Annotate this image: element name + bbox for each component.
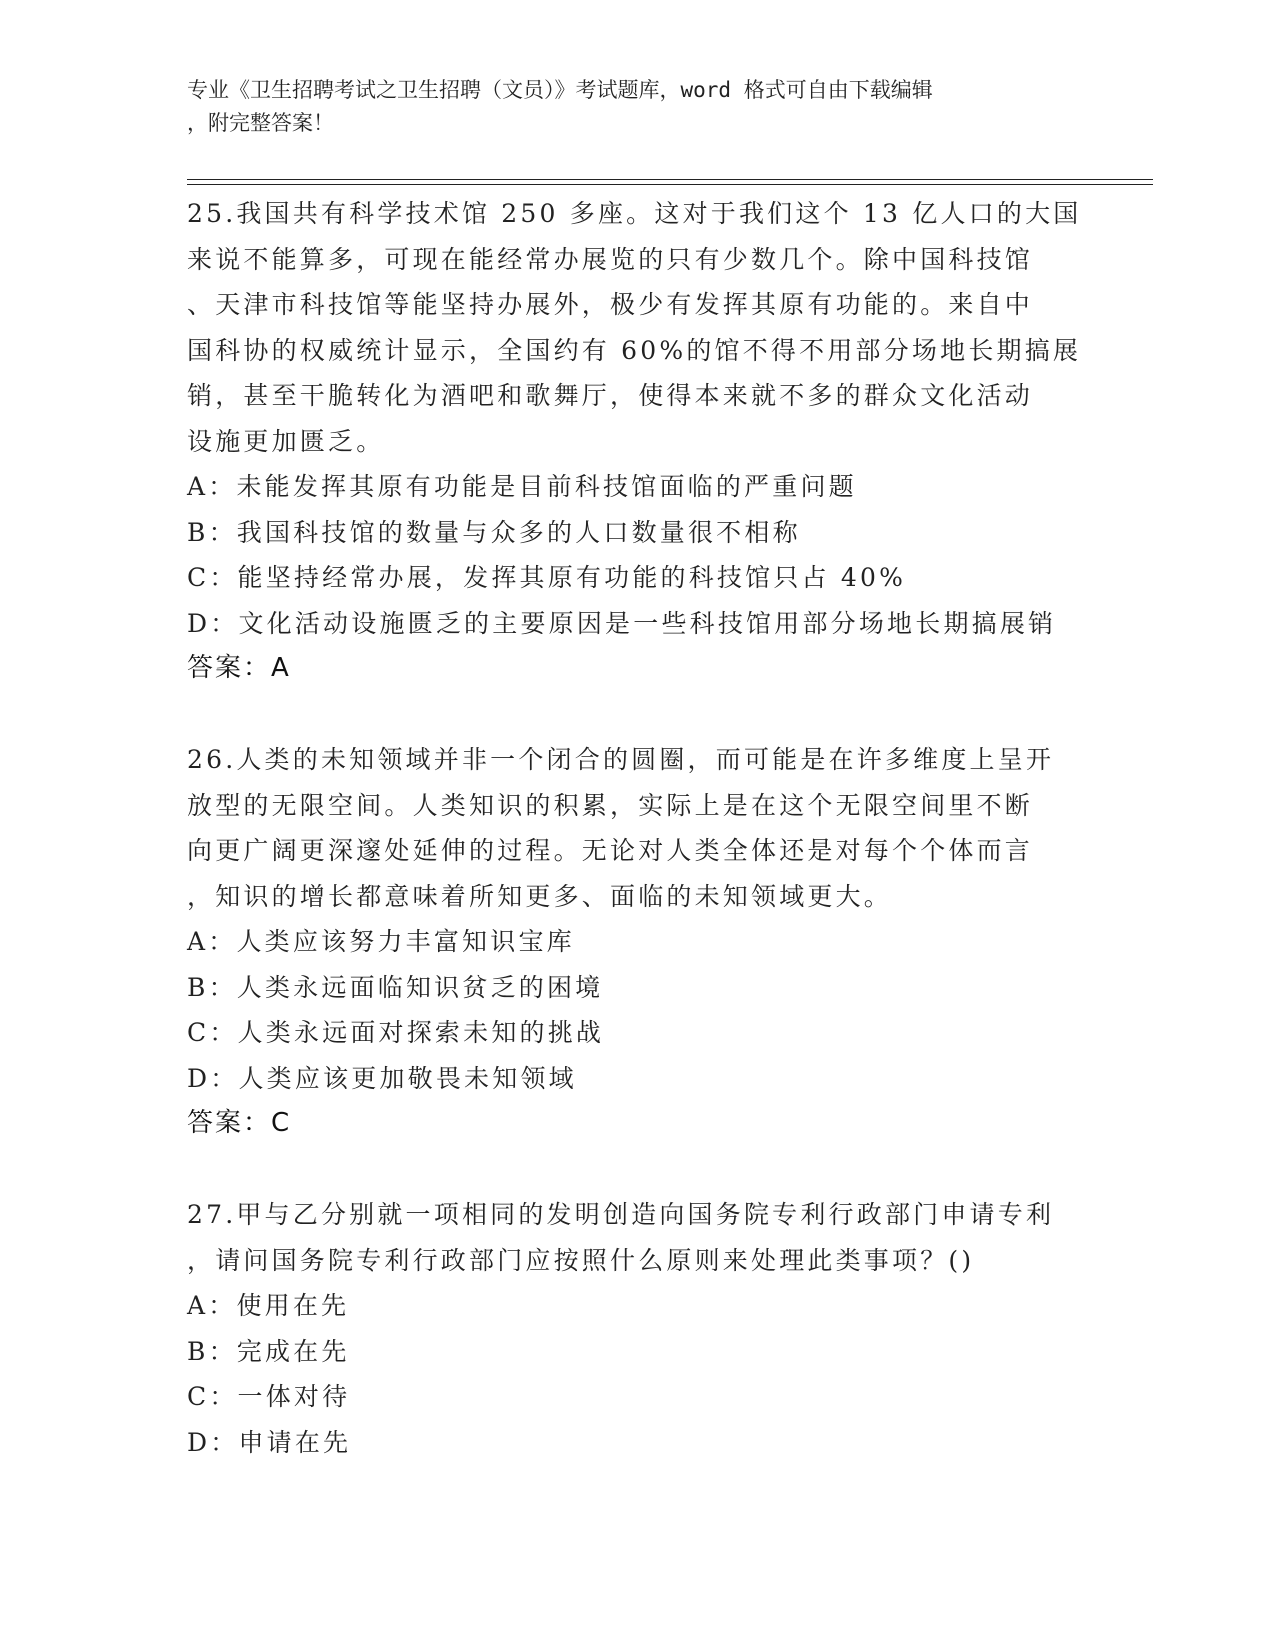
question-list	[187, 191, 1087, 1465]
question-text-line: 26.人类的未知领域并非一个闭合的圆圈，而可能是在许多维度上呈开	[187, 745, 1055, 774]
header-line-2: ，附完整答案！	[187, 111, 334, 135]
question-text-line: 向更广阔更深邃处延伸的过程。无论对人类全体还是对每个个体而言	[187, 836, 1034, 865]
option-d: D：申请在先	[187, 1427, 352, 1457]
header-line-1: 专业《卫生招聘考试之卫生招聘（文员）》考试题库，word 格式可自由下载编辑	[187, 78, 933, 102]
question-text-line: 25.我国共有科学技术馆 250 多座。这对于我们这个 13 亿人口的大国	[187, 199, 1082, 228]
question-text-line: 设施更加匮乏。	[187, 426, 385, 456]
document-header	[187, 74, 1087, 140]
question-text-line: 销，甚至干脆转化为酒吧和歌舞厅，使得本来就不多的群众文化活动	[187, 381, 1034, 410]
question-text-line: 国科协的权威统计显示，全国约有 60%的馆不得不用部分场地长期搞展	[187, 335, 1082, 365]
answer-label: 答案：A	[187, 653, 291, 683]
question-text-line: 放型的无限空间。人类知识的积累，实际上是在这个无限空间里不断	[187, 790, 1034, 820]
question-text-line: 来说不能算多，可现在能经常办展览的只有少数几个。除中国科技馆	[187, 244, 1034, 274]
answer-label: 答案：C	[187, 1108, 292, 1138]
option-d: D：文化活动设施匮乏的主要原因是一些科技馆用部分场地长期搞展销	[187, 608, 1057, 638]
question-spacer	[187, 1147, 1087, 1193]
option-b: B：完成在先	[187, 1336, 350, 1366]
option-b: B：人类永远面临知识贫乏的困境	[187, 972, 604, 1002]
option-b: B：我国科技馆的数量与众多的人口数量很不相称	[187, 517, 801, 547]
option-c: C：人类永远面对探索未知的挑战	[187, 1018, 605, 1047]
option-a: A：使用在先	[187, 1291, 350, 1320]
question-text-line: 27.甲与乙分别就一项相同的发明创造向国务院专利行政部门申请专利	[187, 1200, 1055, 1229]
option-c: C：能坚持经常办展，发挥其原有功能的科技馆只占 40%	[187, 563, 907, 592]
question-25	[187, 191, 1087, 692]
option-a: A：人类应该努力丰富知识宝库	[187, 927, 575, 956]
question-text-line: ，请问国务院专利行政部门应按照什么原则来处理此类事项？()	[187, 1245, 975, 1275]
option-a: A：未能发挥其原有功能是目前科技馆面临的严重问题	[187, 472, 857, 501]
option-d: D：人类应该更加敬畏未知领域	[187, 1063, 577, 1093]
header-rule-top	[187, 179, 1153, 180]
question-text-line: ，知识的增长都意味着所知更多、面临的未知领域更大。	[187, 881, 893, 911]
header-rule-bottom	[187, 184, 1153, 185]
question-26	[187, 737, 1087, 1147]
option-c: C：一体对待	[187, 1382, 351, 1411]
question-text-line: 、天津市科技馆等能坚持办展外，极少有发挥其原有功能的。来自中	[187, 290, 1034, 319]
question-27	[187, 1192, 1087, 1465]
question-spacer	[187, 692, 1087, 738]
